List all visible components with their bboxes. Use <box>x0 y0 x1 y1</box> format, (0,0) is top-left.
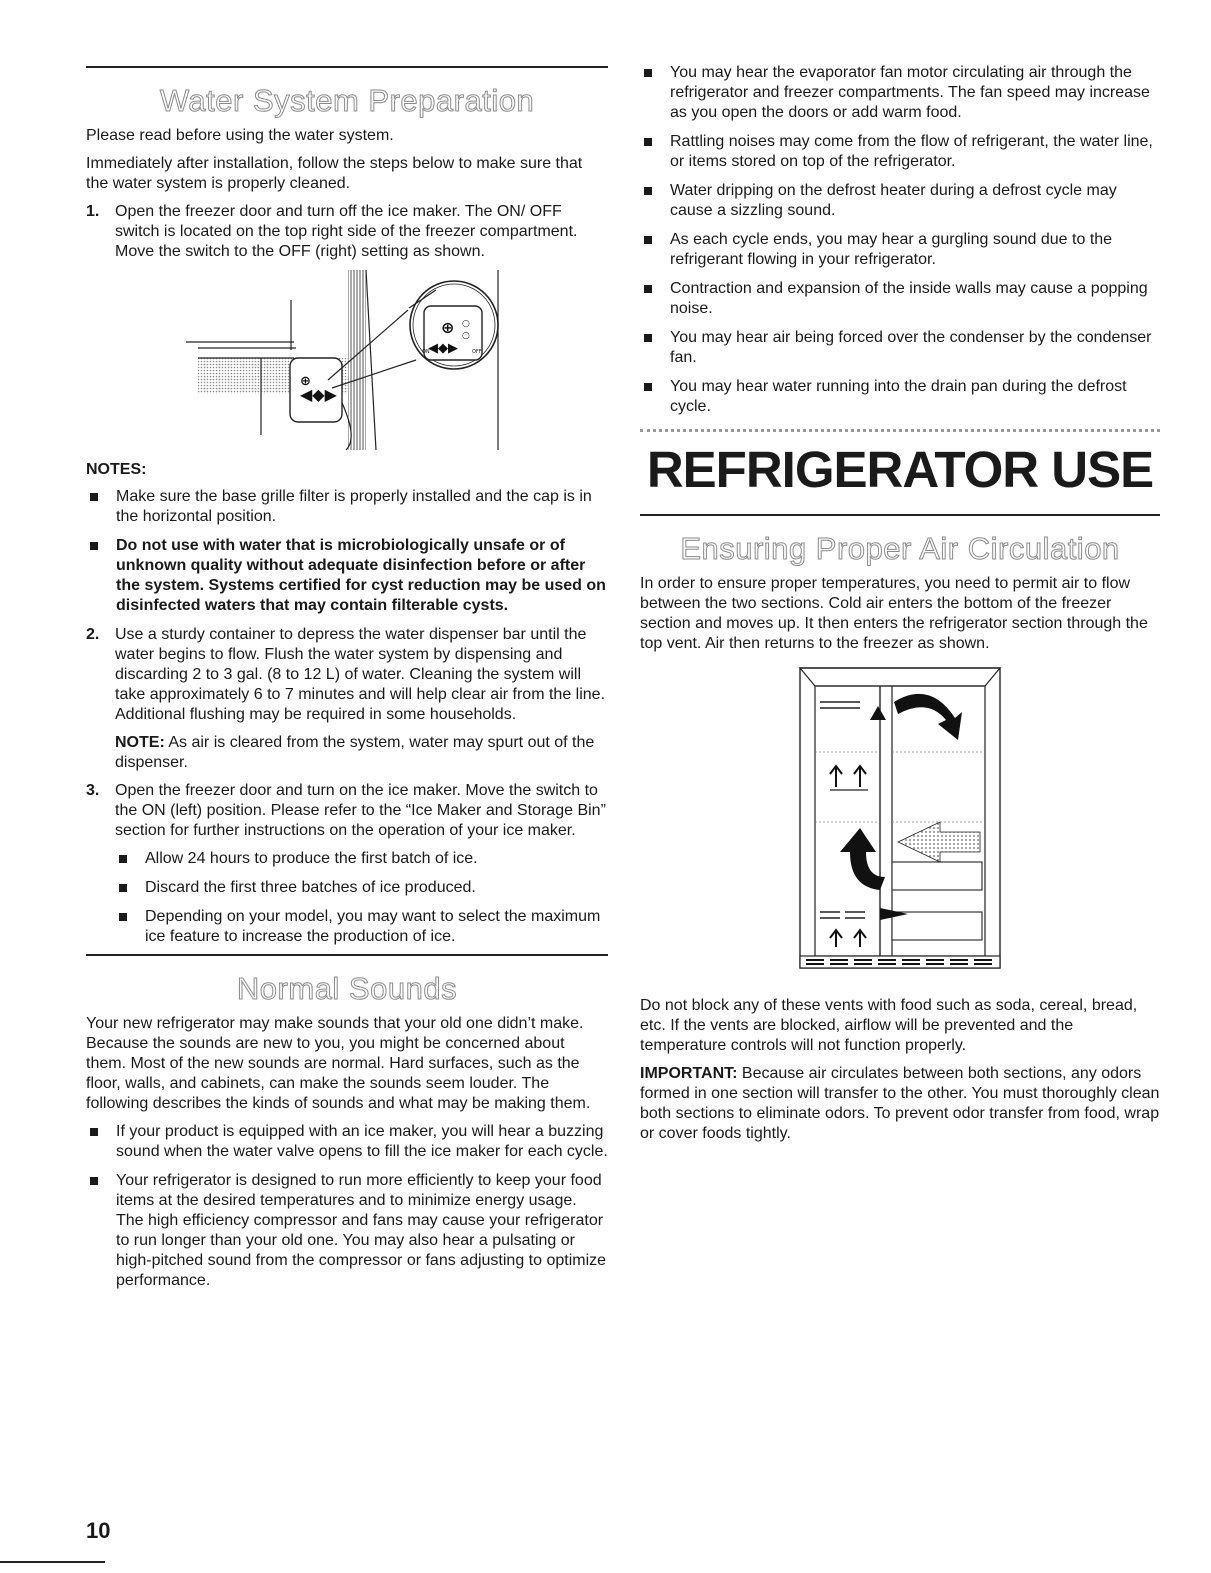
sound-item: As each cycle ends, you may hear a gurgling sound due to the refrigerant flowing in your refrigerator. <box>640 230 1160 270</box>
sounds-list-right <box>640 63 1160 417</box>
footer-rule <box>0 1561 105 1563</box>
air-important <box>640 1064 1160 1144</box>
sound-item: You may hear air being forced over the condenser by the condenser fan. <box>640 328 1160 368</box>
svg-text:⊕: ⊕ <box>300 374 311 389</box>
note-label: NOTE: <box>115 734 165 751</box>
sub-item: Allow 24 hours to produce the first batch of ice. <box>115 849 608 869</box>
water-intro-2: Immediately after installation, follow the steps below to make sure that the water system is properly cleaned. <box>86 155 583 192</box>
switch-label-off: OFF <box>472 349 482 355</box>
section-rule <box>86 66 608 68</box>
step-number: 1. <box>86 203 100 220</box>
sound-item: Rattling noises may come from the flow of refrigerant, the water line, or items stored on top of the refrigerator. <box>640 132 1160 172</box>
notes-list <box>86 487 608 616</box>
water-system-title: Water System Preparation <box>159 83 535 118</box>
step-text: Open the freezer door and turn on the ice maker. Move the switch to the ON (left) position. Please refer to the “Ice Maker and Storage Bin” section for further instructions on the operation of your ice maker. <box>115 782 606 839</box>
note-item-warning: Do not use with water that is microbiologically unsafe or of unknown quality without adequate disinfection before or after the system. Systems certified for cyst reduction may be used on disinfected waters that may contain filterable cysts. <box>86 536 608 616</box>
step-number: 2. <box>86 626 100 643</box>
switch-label-on: ON <box>422 349 430 355</box>
svg-text:◀◆▶: ◀◆▶ <box>300 385 337 404</box>
ice-maker-switch-illustration <box>86 270 608 455</box>
step-2-note <box>115 733 608 773</box>
refrigerator-use-title: REFRIGERATOR USE <box>646 441 1154 498</box>
normal-sounds-intro: Your new refrigerator may make sounds that your old one didn’t make. Because the sounds are new to you, you might be concerned about them. Most of the new sounds are normal. Hard surfaces, such as the floor, walls, and cabinets, can make the sounds seem louder. The following describes the kinds of sounds and what may be making them. <box>86 1015 591 1112</box>
air-circulation-title: Ensuring Proper Air Circulation <box>680 531 1120 566</box>
sound-item: Water dripping on the defrost heater during a defrost cycle may cause a sizzling sound. <box>640 181 1160 221</box>
sub-item: Depending on your model, you may want to select the maximum ice feature to increase the production of ice. <box>115 907 608 947</box>
sub-item: Discard the first three batches of ice produced. <box>115 878 608 898</box>
sounds-list-left <box>86 1122 608 1291</box>
step-3-sublist <box>115 849 608 947</box>
important-text: Because air circulates between both sections, any odors formed in one section will transfer to the other. You must thoroughly clean both sections to eliminate odors. To prevent odor transfer from food, wrap or cover foods tightly. <box>640 1065 1160 1142</box>
sound-item: You may hear water running into the drain pan during the defrost cycle. <box>640 377 1160 417</box>
air-para-2: Do not block any of these vents with food such as soda, cereal, bread, etc. If the vents are blocked, airflow will be prevented and the temperature controls will not function properly. <box>640 997 1138 1054</box>
air-para-1: In order to ensure proper temperatures, you need to permit air to flow between the two sections. Cold air enters the bottom of the freezer section and moves up. It then enters the refrigerator section through the top vent. Air then returns to the freezer as shown. <box>640 575 1148 652</box>
step-3 <box>86 781 608 947</box>
sound-item: You may hear the evaporator fan motor circulating air through the refrigerator and freezer compartments. The fan speed may increase as you open the doors or add warm food. <box>640 63 1160 123</box>
step-text: Open the freezer door and turn off the ice maker. The ON/ OFF switch is located on the top right side of the freezer compartment. Move the switch to the OFF (right) setting as shown. <box>115 203 578 260</box>
sound-item: Your refrigerator is designed to run more efficiently to keep your food items at the desired temperatures and to minimize energy usage. The high efficiency compressor and fans may cause your refrigerator to run longer than your old one. You may also hear a pulsating or high-pitched sound from the compressor or fans adjusting to optimize performance. <box>86 1171 608 1291</box>
note-item: Make sure the base grille filter is properly installed and the cap is in the horizontal position. <box>86 487 608 527</box>
water-steps <box>86 202 608 262</box>
page-number: 10 <box>86 1518 111 1543</box>
sound-item: Contraction and expansion of the inside walls may cause a popping noise. <box>640 279 1160 319</box>
svg-text:○: ○ <box>462 319 470 329</box>
step-2 <box>86 625 608 773</box>
air-circulation-illustration <box>640 662 1160 992</box>
important-label: IMPORTANT: <box>640 1065 738 1082</box>
normal-sounds-title: Normal Sounds <box>236 971 458 1006</box>
step-number: 3. <box>86 782 100 799</box>
svg-text:○: ○ <box>462 331 470 341</box>
step-1 <box>86 202 608 262</box>
svg-text:◀◆▶: ◀◆▶ <box>428 341 458 356</box>
svg-text:⊕: ⊕ <box>441 318 455 337</box>
sound-item: If your product is equipped with an ice maker, you will hear a buzzing sound when the water valve opens to fill the ice maker for each cycle. <box>86 1122 608 1162</box>
section-rule <box>640 514 1160 516</box>
water-intro-1: Please read before using the water system. <box>86 127 394 144</box>
right-column <box>640 0 1160 1152</box>
note-text: As air is cleared from the system, water may spurt out of the dispenser. <box>115 734 595 771</box>
water-steps-continued <box>86 625 608 947</box>
step-text: Use a sturdy container to depress the water dispenser bar until the water begins to flow. Flush the water system by dispensing and discarding 2 to 3 gal. (8 to 12 L) of water. Cleaning the system will take approximately 6 to 7 minutes and will help clear air from the line. Additional flushing may be required in some households. <box>115 626 606 723</box>
dotted-divider <box>640 429 1160 432</box>
notes-heading: NOTES: <box>86 461 147 478</box>
section-rule <box>86 954 608 956</box>
left-column <box>86 0 608 1300</box>
